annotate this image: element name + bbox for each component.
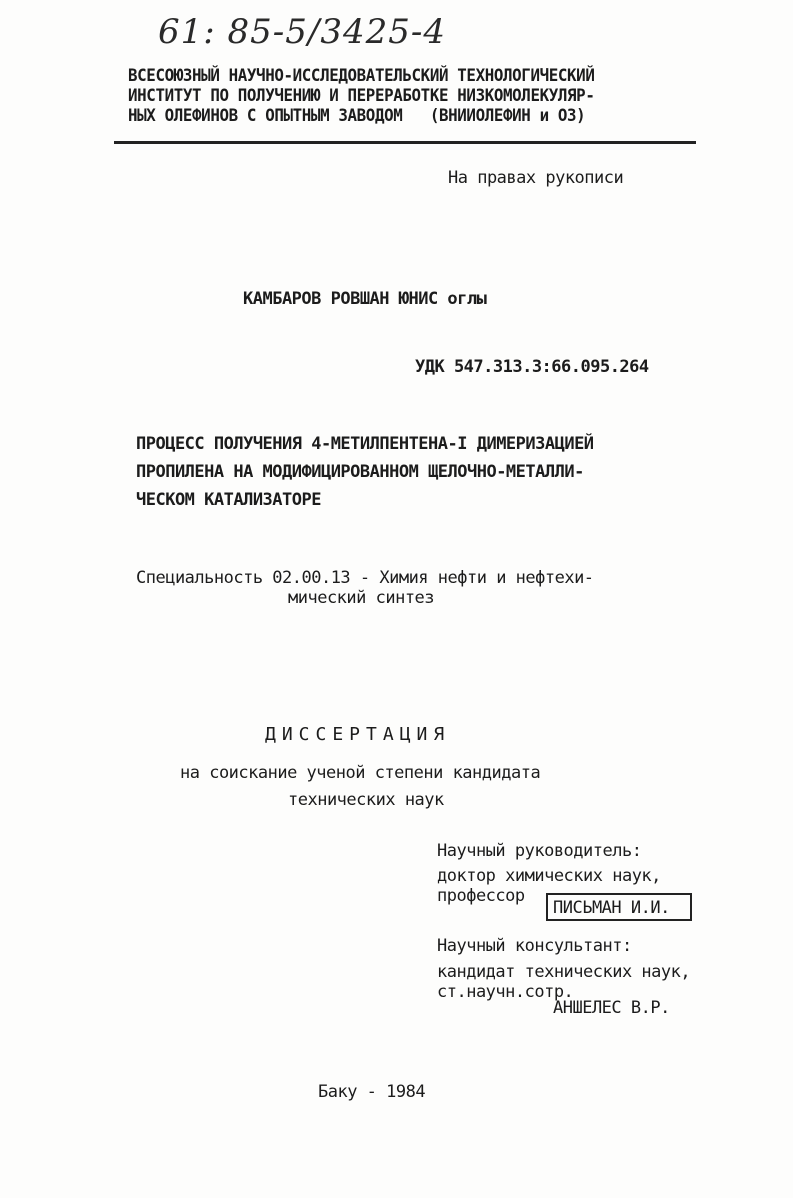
header-divider (114, 141, 696, 144)
rights-note: На правах рукописи (448, 168, 624, 188)
author-name: КАМБАРОВ РОВШАН ЮНИС оглы (243, 289, 487, 309)
handwritten-catalog-code: 61: 85-5/3425-4 (158, 12, 447, 52)
specialty-line-2: мический синтез (288, 588, 435, 608)
title-line-2: ПРОПИЛЕНА НА МОДИФИЦИРОВАННОМ ЩЕЛОЧНО-МЕТАЛЛИ- (136, 462, 584, 482)
consultant-name: АНШЕЛЕС В.Р. (553, 998, 670, 1018)
institute-line-1: ВСЕСОЮЗНЫЙ НАУЧНО-ИССЛЕДОВАТЕЛЬСКИЙ ТЕХНОЛОГИЧЕСКИЙ (128, 66, 595, 86)
supervisor-label: Научный руководитель: (437, 841, 642, 861)
title-line-1: ПРОЦЕСС ПОЛУЧЕНИЯ 4-МЕТИЛПЕНТЕНА-I ДИМЕРИЗАЦИЕЙ (136, 434, 594, 454)
institute-line-2: ИНСТИТУТ ПО ПОЛУЧЕНИЮ И ПЕРЕРАБОТКЕ НИЗКОМОЛЕКУЛЯР- (128, 86, 595, 106)
consultant-position: ст.научн.сотр. (437, 982, 574, 1002)
institute-line-3: НЫХ ОЛЕФИНОВ С ОПЫТНЫМ ЗАВОДОМ (ВНИИОЛЕФИН и ОЗ) (128, 106, 586, 126)
place-and-year: Баку - 1984 (318, 1082, 426, 1102)
degree-line-1: на соискание ученой степени кандидата (180, 763, 541, 783)
supervisor-position: профессор (437, 886, 525, 906)
degree-line-2: технических наук (288, 790, 444, 810)
title-line-3: ЧЕСКОМ КАТАЛИЗАТОРЕ (136, 490, 321, 510)
consultant-degree: кандидат технических наук, (437, 962, 691, 982)
supervisor-name: ПИСЬМАН И.И. (553, 898, 670, 918)
specialty-line-1: Специальность 02.00.13 - Химия нефти и нефтехи- (136, 568, 594, 588)
dissertation-heading: ДИССЕРТАЦИЯ (265, 724, 451, 745)
supervisor-degree: доктор химических наук, (437, 866, 661, 886)
udc-code: УДК 547.313.3:66.095.264 (415, 357, 649, 377)
consultant-label: Научный консультант: (437, 936, 632, 956)
